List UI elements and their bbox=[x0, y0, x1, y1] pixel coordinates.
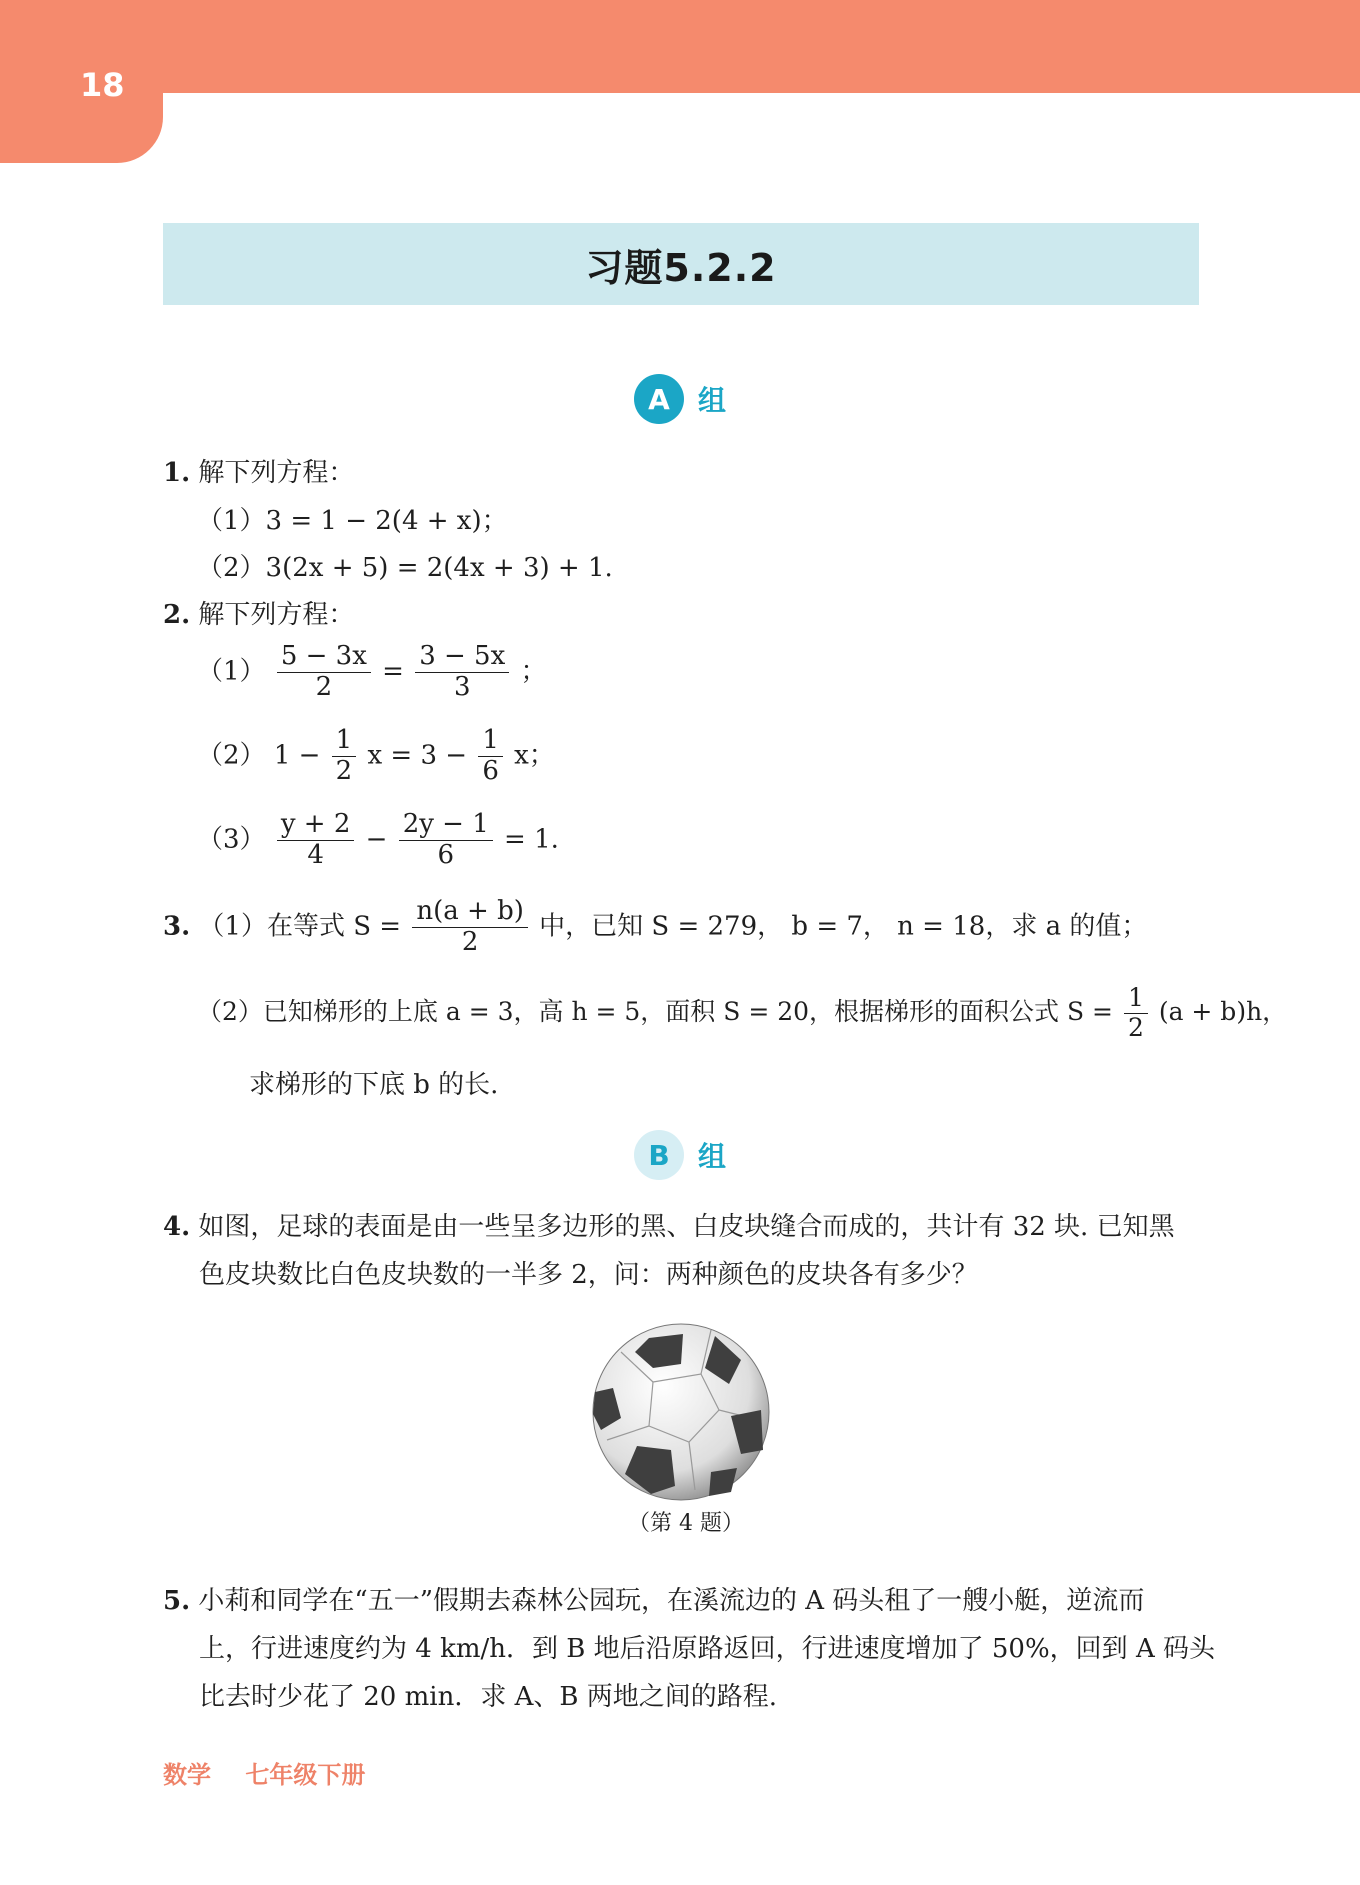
problem-2-text: 解下列方程： bbox=[198, 600, 355, 630]
problem-2-sub-3 bbox=[197, 810, 559, 871]
numerator: y + 2 bbox=[277, 810, 355, 841]
footer bbox=[163, 1755, 391, 1790]
problem-2-stem bbox=[163, 594, 354, 631]
operator: − bbox=[365, 824, 388, 855]
numerator: n(a + b) bbox=[412, 897, 528, 928]
fraction bbox=[277, 642, 371, 703]
group-a-badge: A bbox=[634, 374, 684, 424]
fraction bbox=[277, 810, 355, 871]
sub-tag: （2） bbox=[197, 740, 266, 771]
numerator: 1 bbox=[332, 726, 357, 757]
problem-1-stem bbox=[163, 452, 354, 489]
group-b-badge: B bbox=[634, 1130, 684, 1180]
problem-3-number: 3. bbox=[163, 911, 191, 942]
numerator: 5 − 3x bbox=[277, 642, 371, 673]
denominator: 6 bbox=[437, 839, 454, 870]
footer-grade: 七年级下册 bbox=[245, 1761, 366, 1789]
problem-5-number: 5. bbox=[163, 1586, 191, 1616]
problem-4-number: 4. bbox=[163, 1212, 191, 1242]
problem-3-sub-2-cont: 求梯形的下底 b 的长. bbox=[249, 1070, 499, 1100]
problem-1-sub-2: （2）3(2x + 5) = 2(4x + 3) + 1. bbox=[197, 553, 613, 583]
problem-4-line-1 bbox=[163, 1206, 1175, 1243]
problem-2-sub-2 bbox=[197, 726, 555, 787]
numerator: 1 bbox=[478, 726, 503, 757]
fraction bbox=[412, 897, 528, 958]
problem-4-line-2: 色皮块数比白色皮块数的一半多 2，问：两种颜色的皮块各有多少？ bbox=[199, 1260, 978, 1290]
problem-1-text: 解下列方程： bbox=[198, 458, 355, 488]
end-text: ； bbox=[520, 656, 547, 687]
problem-1-number: 1. bbox=[163, 458, 191, 488]
group-a-heading bbox=[634, 374, 726, 424]
footer-subject: 数学 bbox=[163, 1761, 211, 1789]
mid-text: x = 3 − bbox=[367, 740, 468, 771]
post-text: 中，已知 S = 279， b = 7， n = 18，求 a 的值； bbox=[539, 911, 1148, 942]
denominator: 3 bbox=[453, 671, 471, 702]
denominator: 2 bbox=[335, 755, 353, 786]
pre-text: 1 − bbox=[273, 740, 321, 771]
problem-5-line-1 bbox=[163, 1580, 1144, 1617]
problem-5-text: 小莉和同学在“五一”假期去森林公园玩，在溪流边的 A 码头租了一艘小艇，逆流而 bbox=[198, 1586, 1145, 1616]
fraction bbox=[332, 726, 357, 787]
numerator: 3 − 5x bbox=[415, 642, 509, 673]
sub-tag: （1） bbox=[197, 656, 266, 687]
sub-tag: （3） bbox=[197, 824, 266, 855]
fraction bbox=[415, 642, 509, 703]
end-text: = 1. bbox=[504, 824, 559, 855]
group-a-label: 组 bbox=[698, 384, 727, 417]
group-b-label: 组 bbox=[698, 1140, 727, 1173]
problem-2-sub-1 bbox=[197, 642, 547, 703]
fraction bbox=[1124, 984, 1148, 1043]
denominator: 4 bbox=[307, 839, 324, 870]
pre-text: （1）在等式 S = bbox=[198, 911, 402, 942]
group-b-heading bbox=[634, 1130, 726, 1180]
exercise-title: 习题5.2.2 bbox=[585, 245, 777, 290]
problem-3-sub-1 bbox=[163, 897, 1147, 958]
problem-2-number: 2. bbox=[163, 600, 191, 630]
denominator: 2 bbox=[315, 671, 333, 702]
denominator: 2 bbox=[461, 926, 479, 957]
fraction bbox=[399, 810, 493, 871]
pre-text: （2）已知梯形的上底 a = 3，高 h = 5，面积 S = 20，根据梯形的面积公式 S = bbox=[197, 996, 1113, 1026]
numerator: 1 bbox=[1124, 984, 1148, 1014]
figure-caption: （第 4 题） bbox=[628, 1511, 744, 1536]
page-number: 18 bbox=[80, 66, 125, 104]
soccer-ball-image bbox=[591, 1322, 771, 1502]
end-text: x； bbox=[514, 740, 555, 771]
problem-3-sub-2 bbox=[197, 984, 1287, 1043]
problem-5-line-2: 上，行进速度约为 4 km/h．到 B 地后沿原路返回，行进速度增加了 50%，回到 A 码头 bbox=[199, 1634, 1215, 1664]
fraction bbox=[478, 726, 503, 787]
denominator: 6 bbox=[482, 755, 499, 786]
post-text: (a + b)h， bbox=[1158, 996, 1288, 1026]
problem-1-sub-1: （1）3 = 1 − 2(4 + x)； bbox=[197, 506, 508, 536]
numerator: 2y − 1 bbox=[399, 810, 493, 841]
problem-4-text: 如图，足球的表面是由一些呈多边形的黑、白皮块缝合而成的，共计有 32 块. 已知黑 bbox=[198, 1212, 1175, 1242]
denominator: 2 bbox=[1127, 1012, 1144, 1042]
top-banner bbox=[0, 0, 1360, 93]
operator: = bbox=[382, 656, 404, 687]
exercise-title-box bbox=[163, 223, 1199, 305]
problem-5-line-3: 比去时少花了 20 min．求 A、B 两地之间的路程. bbox=[199, 1682, 778, 1712]
